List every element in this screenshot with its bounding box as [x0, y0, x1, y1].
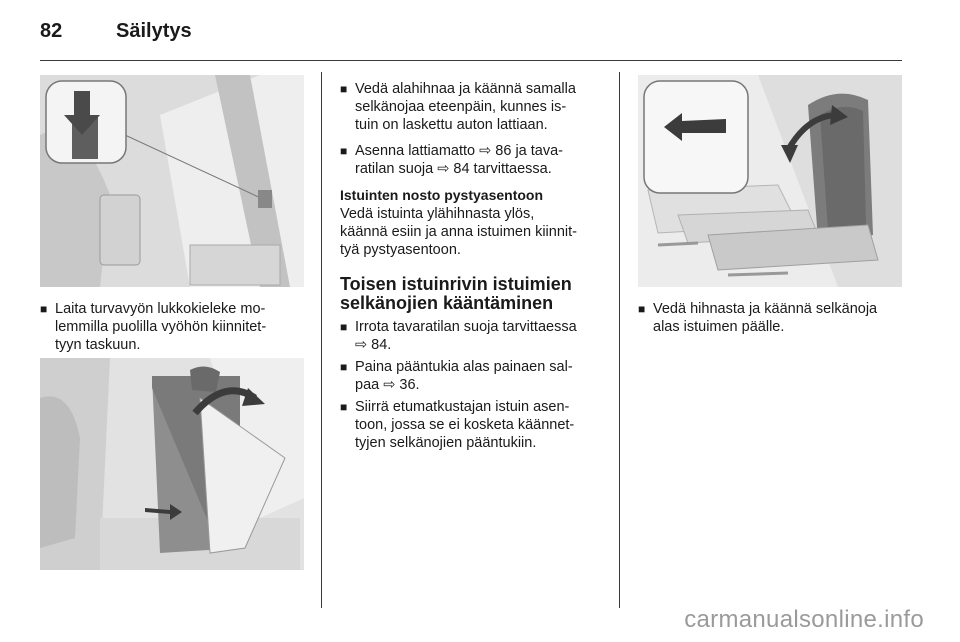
list-item: ■ Asenna lattiamatto ⇨ 86 ja tava- ratilan suoja ⇨ 84 tarvittaessa.	[340, 143, 564, 177]
bullet-marker: ■	[638, 302, 646, 316]
figure-seatback-fold-down	[638, 75, 902, 287]
bullet-marker: ■	[340, 320, 348, 334]
list-item: ■ Vedä hihnasta ja käännä selkänoja alas istuimen päälle.	[638, 301, 878, 335]
page-number: 82	[40, 20, 63, 42]
list-item: ■ Irrota tavaratilan suoja tarvittaessa ⇨ 84.	[340, 319, 577, 353]
list-item: ■ Laita turvavyön lukkokieleke mo- lemmilla puolilla vyöhön kiinnitet- tyyn taskuun.	[40, 301, 267, 353]
list-item: ■ Vedä alahihnaa ja käännä samalla selkänojaa eteenpäin, kunnes is- tuin on laskettu auton lattiaan.	[340, 81, 576, 133]
page-title: Säilytys	[116, 20, 192, 42]
bullet-marker: ■	[340, 144, 348, 158]
list-item: ■ Paina pääntukia alas painaen sal- paa ⇨ 36.	[340, 359, 573, 393]
section-heading-second-row: Toisen istuinrivin istuimien selkänojien kääntäminen	[340, 274, 572, 313]
bullet-marker: ■	[40, 302, 48, 316]
header-divider	[40, 60, 902, 61]
bullet-marker: ■	[340, 360, 348, 374]
list-item: ■ Siirrä etumatkustajan istuin asen- toon, jossa se ei kosketa käännet- tyjen selkänojien pääntukiin.	[340, 399, 575, 451]
watermark: carmanualsonline.info	[684, 606, 924, 633]
subheading-raise-seats: Istuinten nosto pystyasentoon	[340, 187, 544, 203]
bullet-marker: ■	[340, 400, 348, 414]
column-divider-1	[321, 72, 322, 608]
figure-seatback-fold-forward	[40, 358, 304, 570]
bullet-marker: ■	[340, 82, 348, 96]
figure-seatbelt-pocket	[40, 75, 304, 287]
column-divider-2	[619, 72, 620, 608]
paragraph-raise-seats: Vedä istuinta ylähihnasta ylös, käännä esiin ja anna istuimen kiinnit- tyä pystyasentoon.	[340, 206, 577, 258]
